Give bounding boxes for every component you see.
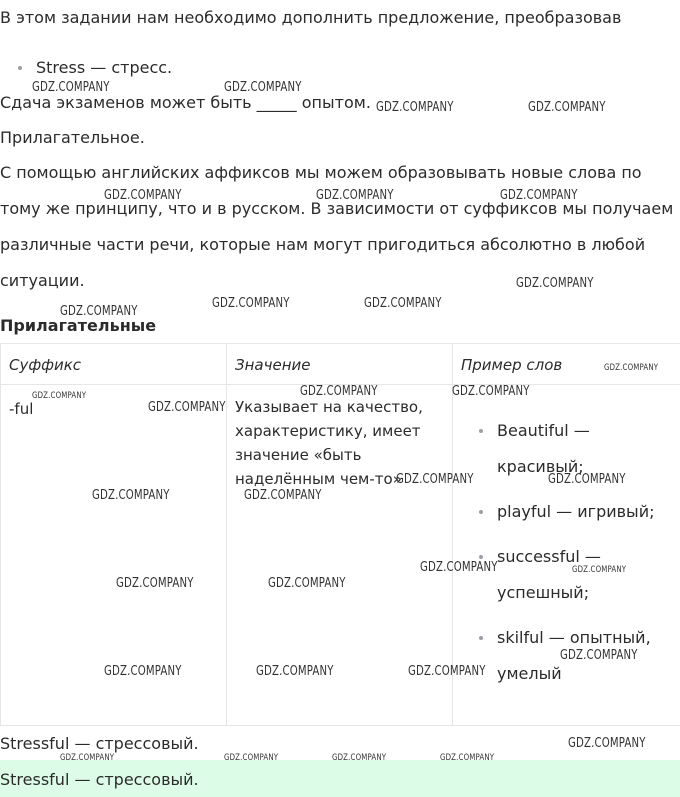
meaning-line: значение «быть: [235, 446, 362, 464]
watermark: GDZ.COMPANY: [420, 560, 498, 575]
meaning-line: характеристику, имеет: [235, 422, 421, 440]
part-of-speech: Прилагательное.: [0, 128, 145, 147]
answer-text: Stressful — стрессовый.: [0, 770, 199, 789]
watermark: GDZ.COMPANY: [548, 472, 626, 487]
explanation-line-3: различные части речи, которые нам могут пригодиться абсолютно в любой: [0, 235, 646, 254]
header-examples: Пример слов: [453, 344, 680, 385]
watermark: GDZ.COMPANY: [244, 488, 322, 503]
table-title: Прилагательные: [0, 316, 157, 335]
example-item: skilful — опытный, умелый: [497, 628, 651, 683]
suffix-value: -ful: [9, 400, 34, 418]
watermark: GDZ.COMPANY: [224, 80, 302, 95]
watermark: GDZ.COMPANY: [92, 488, 170, 503]
watermark: GDZ.COMPANY: [212, 296, 290, 311]
example-bullet: [479, 555, 483, 559]
example-item: successful — успешный;: [497, 547, 601, 602]
watermark: GDZ.COMPANY: [32, 80, 110, 95]
watermark: GDZ.COMPANY: [32, 391, 87, 401]
watermark: GDZ.COMPANY: [364, 296, 442, 311]
watermark: GDZ.COMPANY: [332, 753, 387, 763]
intro-text: В этом задании нам необходимо дополнить предложение, преобразовав: [0, 8, 622, 27]
watermark: GDZ.COMPANY: [60, 304, 138, 319]
watermark: GDZ.COMPANY: [316, 188, 394, 203]
example-bullet: [479, 510, 483, 514]
explanation-line-1: С помощью английских аффиксов мы можем образовывать новые слова по: [0, 163, 642, 182]
header-suffix: Суффикс: [1, 344, 227, 385]
watermark: GDZ.COMPANY: [568, 736, 646, 751]
explanation-line-4: ситуации.: [0, 271, 85, 290]
watermark: GDZ.COMPANY: [572, 565, 627, 575]
table-header-row: [1, 344, 680, 385]
bullet-word: Stress — стресс.: [36, 58, 173, 77]
watermark: GDZ.COMPANY: [440, 753, 495, 763]
explanation-line-2: тому же принципу, что и в русском. В зависимости от суффиксов мы получаем: [0, 199, 674, 218]
suffix-table: [0, 343, 680, 726]
bullet-dot: [18, 66, 22, 70]
example-bullet: [479, 636, 483, 640]
example-item: Beautiful — красивый;: [497, 421, 590, 476]
watermark: GDZ.COMPANY: [560, 648, 638, 663]
watermark: GDZ.COMPANY: [224, 753, 279, 763]
watermark: GDZ.COMPANY: [104, 188, 182, 203]
meaning-line: наделённым чем-то»: [235, 470, 402, 488]
watermark: GDZ.COMPANY: [408, 664, 486, 679]
watermark: GDZ.COMPANY: [60, 753, 115, 763]
meaning-line: Указывает на качество,: [235, 398, 423, 416]
watermark: GDZ.COMPANY: [256, 664, 334, 679]
watermark: GDZ.COMPANY: [268, 576, 346, 591]
watermark: GDZ.COMPANY: [300, 384, 378, 399]
watermark: GDZ.COMPANY: [452, 384, 530, 399]
watermark: GDZ.COMPANY: [500, 188, 578, 203]
task-sentence: Сдача экзаменов может быть _____ опытом.: [0, 93, 371, 112]
watermark: GDZ.COMPANY: [116, 576, 194, 591]
example-bullet: [479, 429, 483, 433]
example-item: playful — игривый;: [497, 502, 655, 521]
watermark: GDZ.COMPANY: [376, 100, 454, 115]
result-text: Stressful — стрессовый.: [0, 734, 199, 753]
watermark: GDZ.COMPANY: [516, 276, 594, 291]
watermark: GDZ.COMPANY: [396, 472, 474, 487]
watermark: GDZ.COMPANY: [528, 100, 606, 115]
watermark: GDZ.COMPANY: [148, 400, 226, 415]
header-meaning: Значение: [227, 344, 453, 385]
watermark: GDZ.COMPANY: [604, 363, 659, 373]
table-row: [1, 385, 680, 726]
watermark: GDZ.COMPANY: [104, 664, 182, 679]
examples-cell: [453, 385, 680, 726]
